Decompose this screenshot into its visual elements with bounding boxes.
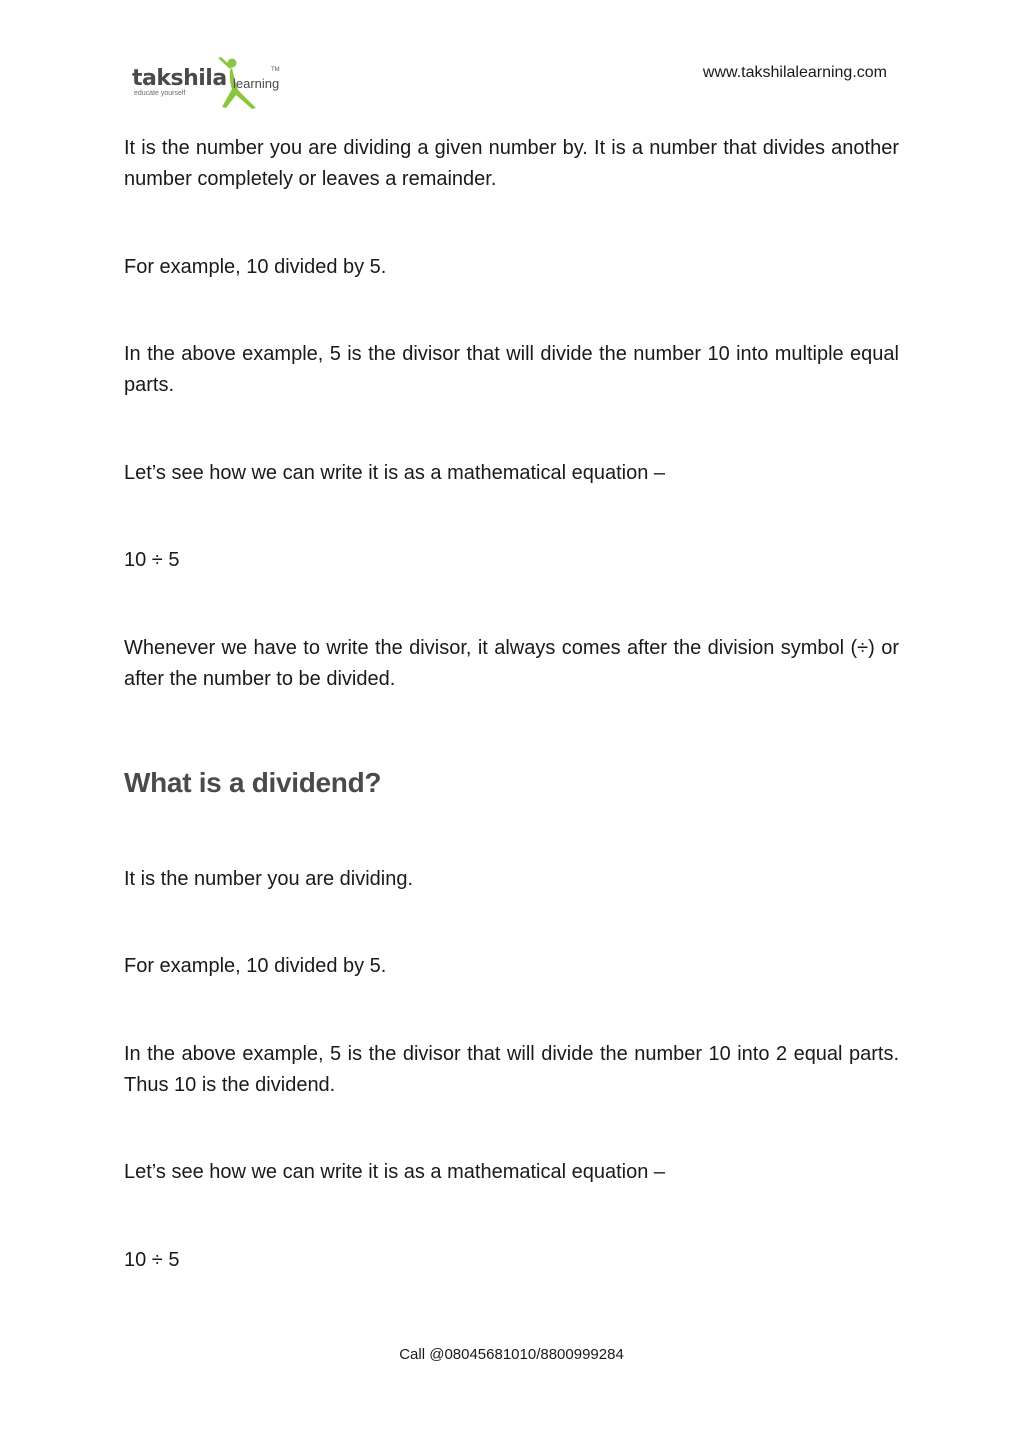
paragraph-dividend-definition: It is the number you are dividing. [124,868,414,890]
paragraph-equation-intro-2: Let’s see how we can write it is as a mathematical equation – [124,1161,666,1183]
paragraph-equation-intro-1: Let’s see how we can write it is as a mathematical equation – [124,462,666,484]
paragraph-divisor-definition: It is the number you are dividing a given number by. It is a number that divides another number completely or leaves a remainder. [124,137,899,190]
website-url[interactable]: www.takshilalearning.com [702,64,887,81]
logo-learning-text: learning [233,76,280,91]
equation-1: 10 ÷ 5 [124,549,180,571]
paragraph-divisor-position: Whenever we have to write the divisor, it always comes after the division symbol (÷) or after the number to be divided. [124,637,899,690]
logo-wordmark: takshila [132,66,227,91]
paragraph-example-1: For example, 10 divided by 5. [124,256,387,278]
logo-tagline: educate yourself [134,90,186,97]
paragraph-divisor-explanation: In the above example, 5 is the divisor that will divide the number 10 into multiple equal parts. [124,343,899,396]
takshila-logo[interactable] [130,56,290,112]
paragraph-dividend-explanation: In the above example, 5 is the divisor that will divide the number 10 into 2 equal parts. Thus 10 is the dividend. [124,1043,899,1096]
equation-2: 10 ÷ 5 [124,1249,180,1271]
paragraph-example-2: For example, 10 divided by 5. [124,955,387,977]
logo-trademark: TM [271,67,280,73]
heading-what-is-dividend: What is a dividend? [124,767,382,798]
footer-contact: Call @08045681010/8800999284 [399,1346,624,1363]
